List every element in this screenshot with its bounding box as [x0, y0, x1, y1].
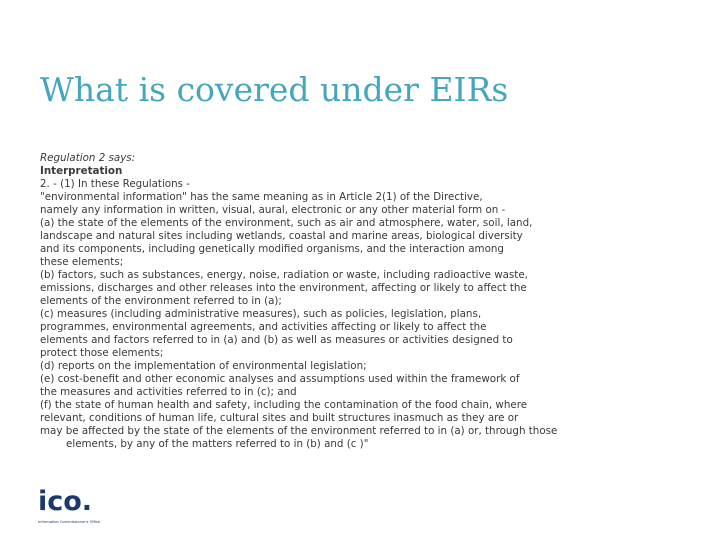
- text-line: elements and factors referred to in (a) and (b) as well as measures or activities designed to: [40, 334, 513, 346]
- text-line: elements of the environment referred to in (a);: [40, 295, 282, 307]
- text-line: elements, by any of the matters referred to in (b) and (c )": [66, 438, 369, 450]
- logo-caption: Information Commissioner's Office: [38, 520, 101, 524]
- text-line: landscape and natural sites including wetlands, coastal and marine areas, biological diversity: [40, 230, 523, 242]
- ico-logo: [38, 488, 108, 528]
- text-line: protect those elements;: [40, 347, 164, 359]
- text-line: 2. - (1) In these Regulations -: [40, 178, 190, 190]
- text-line: the measures and activities referred to in (c); and: [40, 386, 297, 398]
- text-line: (c) measures (including administrative measures), such as policies, legislation, plans,: [40, 308, 482, 320]
- slide-title: What is covered under EIRs: [40, 70, 509, 109]
- text-line: emissions, discharges and other releases into the environment, affecting or likely to affect the: [40, 282, 527, 294]
- text-line: and its components, including genetically modified organisms, and the interaction among: [40, 243, 504, 255]
- regulation-intro: Regulation 2 says:: [40, 152, 136, 164]
- text-line: programmes, environmental agreements, and activities affecting or likely to affect the: [40, 321, 487, 333]
- text-line: these elements;: [40, 256, 124, 268]
- section-heading: Interpretation: [40, 165, 123, 177]
- text-line: namely any information in written, visual, aural, electronic or any other material form on -: [40, 204, 506, 216]
- text-line: "environmental information" has the same meaning as in Article 2(1) of the Directive,: [40, 191, 483, 203]
- logo-mark: ico.: [38, 486, 93, 517]
- text-line: (f) the state of human health and safety, including the contamination of the food chain, where: [40, 399, 528, 411]
- text-line: may be affected by the state of the elements of the environment referred to in (a) or, through those: [40, 425, 558, 437]
- regulation-text: [40, 152, 712, 451]
- text-line: (e) cost-benefit and other economic analyses and assumptions used within the framework of: [40, 373, 520, 385]
- text-line: (d) reports on the implementation of environmental legislation;: [40, 360, 367, 372]
- text-line: (b) factors, such as substances, energy, noise, radiation or waste, including radioactive waste,: [40, 269, 528, 281]
- text-line: relevant, conditions of human life, cultural sites and built structures inasmuch as they are or: [40, 412, 519, 424]
- text-line: (a) the state of the elements of the environment, such as air and atmosphere, water, soil, land,: [40, 217, 533, 229]
